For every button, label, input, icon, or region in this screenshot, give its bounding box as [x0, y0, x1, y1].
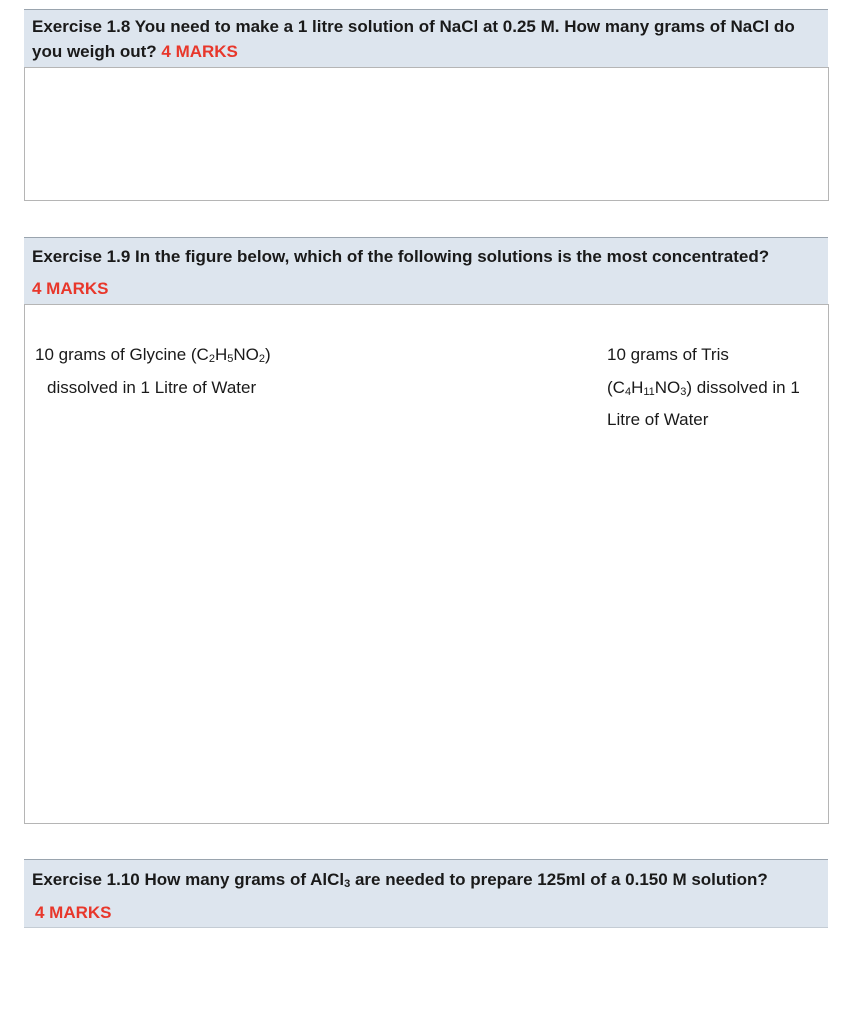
exercise-1-9-marks: 4 MARKS: [32, 279, 109, 298]
exercise-1-10-header: [24, 859, 828, 928]
exercise-1-8-answer-box[interactable]: [24, 67, 829, 201]
tris-line-1: 10 grams of Tris: [607, 345, 729, 364]
tris-line-3: Litre of Water: [607, 410, 709, 429]
exercise-1-9-question: Exercise 1.9 In the figure below, which of the following solutions is the most concentrated?: [32, 247, 770, 266]
exercise-1-8-marks: 4 MARKS: [161, 42, 238, 61]
exercise-1-8-question: Exercise 1.8 You need to make a 1 litre solution of NaCl at 0.25 M. How many grams of NaCl do you weigh out?: [32, 17, 795, 61]
tris-solution-label: [607, 339, 822, 437]
glycine-solution-label: [35, 339, 395, 404]
glycine-line-2: dissolved in 1 Litre of Water: [47, 377, 257, 397]
exercise-1-10-marks: 4 MARKS: [35, 903, 112, 922]
tris-line-2: $(C_4H_{11}NO_3)$ dissolved in 1: [607, 377, 800, 398]
exercise-1-8-header: [24, 9, 828, 68]
glycine-line-1: 10 grams of Glycine $(C_2H_5NO_2)$: [35, 345, 271, 365]
exercise-1-9-header: [24, 237, 828, 305]
exercise-1-9-answer-box[interactable]: [24, 304, 829, 824]
exercise-1-10-question: Exercise 1.10 How many grams of AlCl$_3$ are needed to prepare 125ml of a 0.150 M solution?: [32, 870, 768, 890]
